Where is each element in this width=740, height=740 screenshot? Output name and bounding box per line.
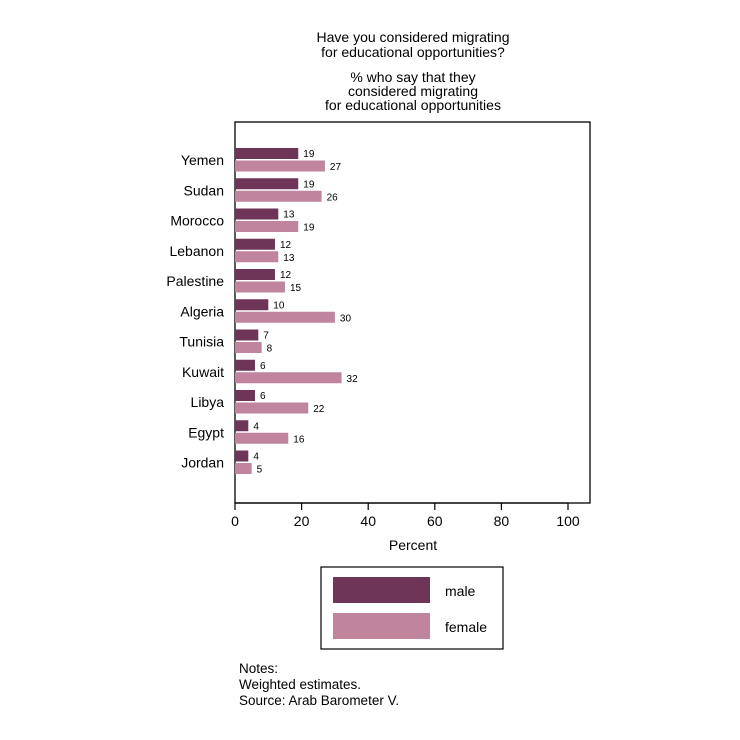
x-tick-label: 100 — [556, 513, 580, 529]
bar-male-morocco — [235, 209, 278, 220]
chart-subtitle — [325, 69, 501, 113]
x-axis — [231, 503, 580, 553]
data-label-female-yemen: 27 — [329, 162, 342, 173]
bar-male-palestine — [235, 269, 275, 280]
legend-swatch-male — [333, 577, 430, 603]
data-label-male-tunisia: 7 — [263, 330, 269, 342]
bar-male-yemen — [235, 148, 298, 159]
y-tick-label-libya: Libya — [190, 394, 224, 410]
y-tick-label-yemen: Yemen — [180, 152, 224, 168]
bar-female-morocco — [235, 221, 298, 232]
y-tick-label-tunisia: Tunisia — [179, 333, 224, 350]
data-label-male-yemen: 19 — [303, 149, 315, 160]
data-label-female-palestine: 15 — [289, 283, 302, 294]
bar-female-jordan — [235, 463, 252, 474]
notes — [239, 661, 399, 709]
y-tick-label-morocco: Morocco — [170, 212, 224, 229]
bar-female-yemen — [235, 161, 325, 172]
x-tick-label: 20 — [293, 513, 310, 529]
bar-female-kuwait — [235, 372, 342, 383]
data-label-female-lebanon: 13 — [283, 252, 295, 264]
y-tick-label-jordan: Jordan — [181, 454, 224, 471]
data-label-female-sudan: 26 — [326, 192, 338, 204]
y-axis-labels — [166, 152, 224, 471]
bar-female-egypt — [235, 433, 288, 444]
chart-subtitle-line: considered migrating — [348, 83, 478, 99]
legend-label-male: male — [445, 583, 476, 599]
bar-female-sudan — [235, 191, 322, 202]
notes-line: Source: Arab Barometer V. — [239, 693, 400, 708]
bar-male-sudan — [235, 178, 298, 189]
data-label-male-kuwait: 6 — [259, 360, 266, 372]
data-label-male-libya: 6 — [259, 391, 266, 402]
y-tick-label-kuwait: Kuwait — [181, 363, 224, 380]
data-label-female-jordan: 5 — [256, 464, 263, 476]
x-axis-title: Percent — [388, 537, 438, 553]
data-label-female-tunisia: 8 — [266, 343, 273, 355]
chart-subtitle-line: for educational opportunities — [325, 97, 501, 113]
data-label-female-algeria: 30 — [339, 313, 352, 325]
data-label-male-egypt: 4 — [253, 421, 259, 433]
data-label-female-morocco: 19 — [303, 222, 315, 234]
x-tick-label: 0 — [231, 513, 239, 529]
data-label-male-morocco: 13 — [283, 209, 295, 221]
legend-swatch-female — [333, 613, 430, 639]
bar-female-lebanon — [235, 251, 278, 262]
data-label-male-algeria: 10 — [273, 300, 285, 312]
y-tick-label-algeria: Algeria — [180, 303, 224, 320]
data-label-male-sudan: 19 — [303, 179, 315, 191]
data-label-male-jordan: 4 — [253, 451, 259, 463]
y-tick-label-lebanon: Lebanon — [169, 242, 224, 259]
chart-subtitle-line: % who say that they — [350, 69, 476, 85]
data-label-male-lebanon: 12 — [279, 239, 292, 251]
legend — [321, 567, 503, 649]
bar-male-tunisia — [235, 330, 258, 341]
bar-male-kuwait — [235, 360, 255, 371]
data-label-female-egypt: 16 — [293, 434, 305, 446]
x-tick-label: 80 — [493, 513, 510, 529]
data-label-female-kuwait: 32 — [346, 373, 358, 385]
bar-male-jordan — [235, 451, 248, 462]
data-label-female-libya: 22 — [313, 404, 325, 415]
bar-male-egypt — [235, 420, 248, 431]
x-tick-label: 40 — [360, 513, 376, 529]
bar-female-tunisia — [235, 342, 262, 353]
notes-line: Weighted estimates. — [239, 677, 362, 692]
bar-male-libya — [235, 390, 255, 401]
bars-layer — [235, 148, 358, 476]
data-label-male-palestine: 12 — [279, 270, 292, 281]
legend-label-female: female — [445, 619, 488, 635]
y-tick-label-palestine: Palestine — [166, 273, 224, 289]
bar-male-algeria — [235, 299, 268, 310]
y-tick-label-sudan: Sudan — [183, 182, 224, 199]
x-tick-label: 60 — [427, 513, 443, 529]
y-tick-label-egypt: Egypt — [188, 424, 224, 441]
chart-title-line: for educational opportunities? — [321, 44, 505, 60]
bar-female-libya — [235, 403, 308, 414]
chart-title — [317, 29, 510, 60]
chart-title-line: Have you considered migrating — [316, 29, 510, 45]
bar-female-palestine — [235, 282, 285, 293]
bar-female-algeria — [235, 312, 335, 323]
bar-male-lebanon — [235, 239, 275, 250]
notes-heading: Notes: — [239, 661, 279, 676]
